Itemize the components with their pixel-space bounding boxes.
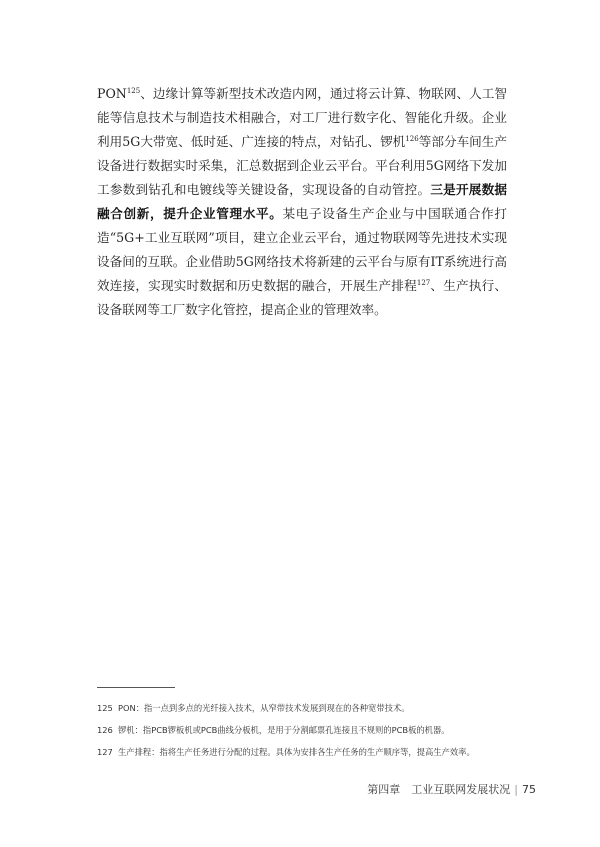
body-text-segment-1: 、边缘计算等新型技术改造内网，通过将云计算、物联网、人工智能等信息技术与制造技术相融合，对工厂进行数字化、智能化升级。企业利用5G大带宽、低时延、广连接的特点，对钻孔、锣机 xyxy=(97,86,507,149)
body-text-segment-2: 等部分车间生产设备进行数据实时采集，汇总数据到企业云平台。平台利用5G网络下发加工参数到钻孔和电镀线等关键设备，实现设备的自动管控。 xyxy=(97,134,508,197)
footer-separator: | xyxy=(514,783,518,796)
footnote-text: 锣机：指PCB锣板机或PCB曲线分板机，是用于分割邮票孔连接且不规则的PCB板的机器。 xyxy=(118,725,450,735)
footnote-ref-125[interactable]: 125 xyxy=(126,86,141,95)
body-text-segment-3: 某电子设备生产企业与中国联通合作打造“5G+工业互联网”项目，建立企业云平台，通过物联网等先进技术实现设备间的互联。企业借助5G网络技术将新建的云平台与原有IT系统进行高效连接，实现实时数据和历史数据的融合，开展生产排程 xyxy=(97,206,508,293)
footnote-number: 126 xyxy=(97,725,113,735)
bold-heading-point-3: 三是开展数据融合创新，提升企业管理水平。 xyxy=(97,182,508,221)
body-text-segment-4: 、生产执行、设备联网等工厂数字化管控，提高企业的管理效率。 xyxy=(97,278,508,317)
footnote-number: 125 xyxy=(97,703,113,713)
chapter-title: 第四章 工业互联网发展状况 xyxy=(367,783,511,796)
footnote-divider xyxy=(97,687,175,688)
footnote-text: PON：指一点到多点的光纤接入技术，从窄带技术发展到现在的各种宽带技术。 xyxy=(118,703,410,713)
footnote-125 xyxy=(97,697,517,719)
footnote-ref-126[interactable]: 126 xyxy=(405,134,419,143)
footnote-text: 生产排程：指将生产任务进行分配的过程。具体为安排各生产任务的生产顺序等，提高生产效率。 xyxy=(118,747,475,757)
footnote-127 xyxy=(97,741,517,763)
footnote-126 xyxy=(97,719,517,741)
body-paragraph xyxy=(97,82,507,322)
footnotes-section xyxy=(97,697,517,763)
page-footer xyxy=(367,782,536,798)
paragraph-text xyxy=(97,82,507,322)
page-number: 75 xyxy=(522,783,536,796)
footnote-number: 127 xyxy=(97,747,113,757)
footnote-ref-127[interactable]: 127 xyxy=(416,278,431,287)
body-text-pon: PON xyxy=(97,86,127,101)
